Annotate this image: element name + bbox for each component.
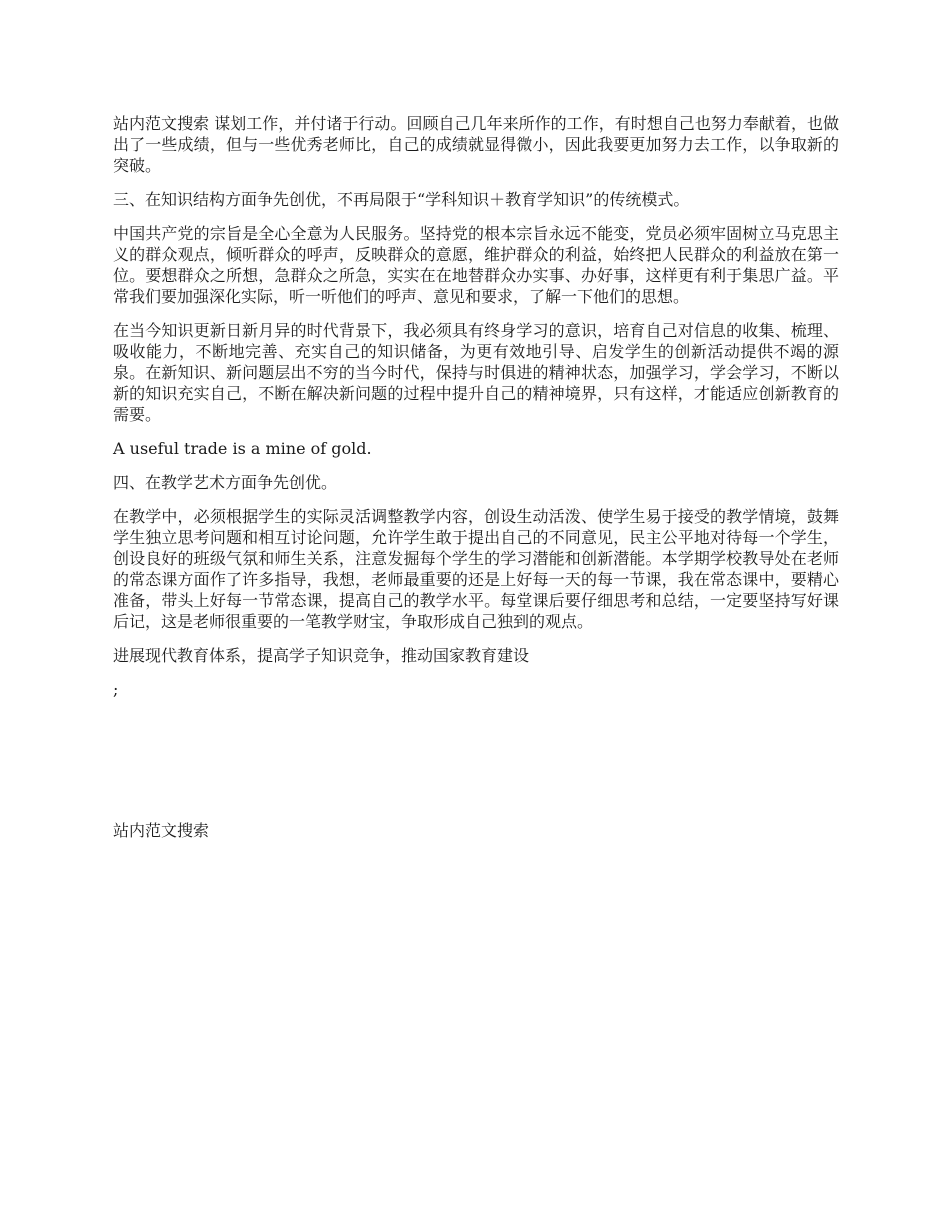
section-heading-knowledge: 三、在知识结构方面争先创优，不再局限于“学科知识＋教育学知识”的传统模式。 xyxy=(113,190,690,209)
semicolon-line: ; xyxy=(113,680,119,699)
paragraph-party-purpose: 中国共产党的宗旨是全心全意为人民服务。坚持党的根本宗旨永远不能变，党员必须牢固树立马克思主义的群众观点，倾听群众的呼声，反映群众的意愿，维护群众的利益，始终把人民群众的利益放在第一位。要想群众之所想，急群众之所急，实实在在地替群众办实事、办好事，这样更有利于集思广益。平常我们要加强深化实际，听一听他们的呼声、意见和要求，了解一下他们的思想。 xyxy=(113,224,839,306)
paragraph-education-system: 进展现代教育体系，提高学子知识竞争，推动国家教育建设 xyxy=(113,646,530,665)
paragraph-teaching: 在教学中，必须根据学生的实际灵活调整教学内容，创设生动活泼、使学生易于接受的教学情境，鼓舞学生独立思考问题和相互讨论问题，允许学生敢于提出自己的不同意见，民主公平地对待每一个学生，创设良好的班级气氛和师生关系，注意发掘每个学生的学习潜能和创新潜能。本学期学校教导处在老师的常态课方面作了许多指导，我想，老师最重要的还是上好每一天的每一节课，我在常态课中，要精心准备，带头上好每一节常态课，提高自己的教学水平。每堂课后要仔细思考和总结，一定要坚持写好课后记，这是老师很重要的一笔教学财宝，争取形成自己独到的观点。 xyxy=(113,507,839,631)
english-proverb: A useful trade is a mine of gold. xyxy=(113,439,372,458)
section-heading-teaching-art: 四、在教学艺术方面争先创优。 xyxy=(113,473,338,492)
document-body xyxy=(113,113,839,700)
paragraph-intro: 站内范文搜索 谋划工作，并付诸于行动。回顾自己几年来所作的工作，有时想自己也努力奉献着，也做出了一些成绩，但与一些优秀老师比，自己的成绩就显得微小，因此我要更加努力去工作，以争取新的突破。 xyxy=(113,114,839,175)
paragraph-lifelong-learning: 在当今知识更新日新月异的时代背景下，我必须具有终身学习的意识，培育自己对信息的收集、梳理、吸收能力，不断地完善、充实自己的知识储备，为更有效地引导、启发学生的创新活动提供不竭的源泉。在新知识、新问题层出不穷的当今时代，保持与时俱进的精神状态，加强学习，学会学习，不断以新的知识充实自己，不断在解决新问题的过程中提升自己的精神境界，只有这样，才能适应创新教育的需要。 xyxy=(113,321,839,424)
site-search-link[interactable]: 站内范文搜索 xyxy=(113,821,210,840)
